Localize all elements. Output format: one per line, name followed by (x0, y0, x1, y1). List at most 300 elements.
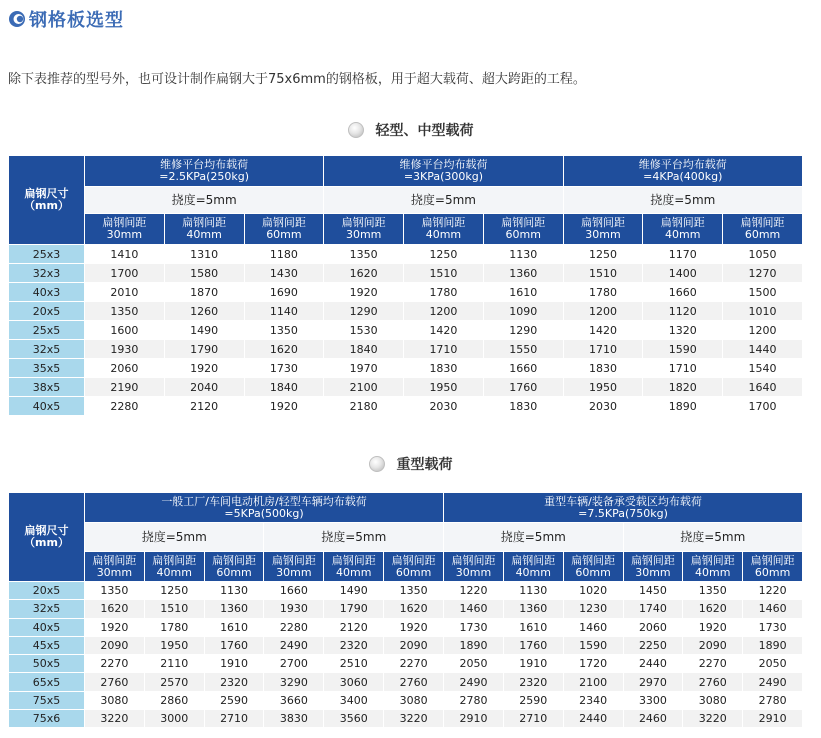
spacing-header (144, 552, 204, 582)
value-cell: 1930 (264, 600, 324, 618)
value-cell: 1700 (85, 264, 165, 283)
value-cell: 1620 (244, 340, 324, 359)
value-cell: 2510 (324, 655, 384, 673)
value-cell: 3080 (384, 691, 444, 709)
value-cell: 1140 (244, 302, 324, 321)
value-cell: 1740 (623, 600, 683, 618)
spacing-header (683, 552, 743, 582)
size-cell: 40x5 (9, 618, 85, 636)
value-cell: 1130 (204, 582, 264, 600)
spacing-header (723, 214, 803, 245)
value-cell: 3830 (264, 710, 324, 728)
value-cell: 1820 (643, 378, 723, 397)
row-header-line2: （mm） (24, 536, 69, 549)
header-line1: 扁钢间距 (581, 216, 625, 229)
deflection-header: 挠度=5mm (563, 187, 802, 214)
value-cell: 2060 (85, 359, 165, 378)
header-line2: 30mm (635, 565, 671, 579)
header-line1: 扁钢间距 (571, 553, 616, 567)
page-title: 钢格板选型 (29, 10, 124, 31)
spacing-header (85, 552, 145, 582)
header-line2: 40mm (186, 228, 222, 241)
value-cell: 1920 (244, 397, 324, 416)
header-line2: 40mm (336, 565, 372, 579)
header-line2: 60mm (505, 228, 541, 241)
value-cell: 1610 (483, 283, 563, 302)
value-cell: 1620 (384, 600, 444, 618)
value-cell: 2050 (743, 655, 803, 673)
light-group-header-row (9, 156, 803, 187)
value-cell: 1430 (244, 264, 324, 283)
header-line2: 30mm (455, 565, 492, 579)
spacing-header (85, 214, 165, 245)
value-cell: 2250 (623, 636, 683, 654)
value-cell: 3560 (324, 710, 384, 728)
bullet-icon (348, 122, 364, 138)
heavy-section-label: 重型载荷 (396, 457, 453, 473)
value-cell: 1490 (164, 321, 244, 340)
light-deflection-row (9, 187, 803, 214)
value-cell: 2710 (503, 710, 563, 728)
value-cell: 3300 (623, 691, 683, 709)
value-cell: 1760 (503, 636, 563, 654)
value-cell: 1970 (324, 359, 404, 378)
value-cell: 1020 (563, 582, 623, 600)
value-cell: 1890 (643, 397, 723, 416)
value-cell: 1590 (563, 636, 623, 654)
row-header-line1: 扁钢尺寸 (24, 524, 69, 537)
header-line1: 扁钢间距 (391, 553, 436, 567)
value-cell: 2030 (404, 397, 484, 416)
spacing-header (324, 552, 384, 582)
value-cell: 1350 (85, 582, 145, 600)
value-cell: 3080 (683, 691, 743, 709)
header-line1: 扁钢间距 (630, 553, 675, 567)
spacing-header (264, 552, 324, 582)
value-cell: 1910 (503, 655, 563, 673)
value-cell: 3220 (384, 710, 444, 728)
spacing-header (444, 552, 504, 582)
size-cell: 20x5 (9, 302, 85, 321)
heavy-deflection-row (9, 523, 803, 552)
value-cell: 1090 (483, 302, 563, 321)
value-cell: 2780 (743, 691, 803, 709)
header-line1: 扁钢间距 (271, 553, 316, 567)
value-cell: 3060 (324, 673, 384, 691)
value-cell: 1510 (563, 264, 643, 283)
header-line2: 40mm (515, 565, 551, 579)
value-cell: 2760 (384, 673, 444, 691)
value-cell: 2700 (264, 655, 324, 673)
header-line2: 30mm (585, 228, 621, 241)
heavy-table-body (9, 582, 803, 728)
value-cell: 2090 (683, 636, 743, 654)
value-cell: 1710 (563, 340, 643, 359)
value-cell: 1950 (404, 378, 484, 397)
header-line2: 60mm (754, 565, 791, 579)
table-row (9, 245, 803, 264)
table-row (9, 600, 803, 618)
header-line2: =5KPa(500kg) (224, 506, 304, 520)
size-cell: 65x5 (9, 673, 85, 691)
spacing-header (404, 214, 484, 245)
header-line1: 扁钢间距 (511, 553, 556, 567)
size-cell: 32x5 (9, 340, 85, 359)
deflection-header: 挠度=5mm (623, 523, 802, 552)
header-line2: 40mm (665, 228, 701, 241)
value-cell: 1270 (723, 264, 803, 283)
value-cell: 1780 (404, 283, 484, 302)
value-cell: 1830 (563, 359, 643, 378)
table-row (9, 359, 803, 378)
value-cell: 1440 (723, 340, 803, 359)
size-cell: 75x5 (9, 691, 85, 709)
value-cell: 1660 (643, 283, 723, 302)
value-cell: 2100 (324, 378, 404, 397)
header-line2: 30mm (106, 228, 143, 241)
value-cell: 1620 (85, 600, 145, 618)
value-cell: 2030 (563, 397, 643, 416)
value-cell: 3080 (85, 691, 145, 709)
header-line1: 维修平台均布载荷 (638, 158, 727, 171)
spacing-header (643, 214, 723, 245)
heavy-group-header-row (9, 493, 803, 523)
header-line1: 扁钢间距 (102, 216, 147, 229)
value-cell: 1360 (503, 600, 563, 618)
value-cell: 1250 (404, 245, 484, 264)
value-cell: 1400 (643, 264, 723, 283)
value-cell: 1840 (324, 340, 404, 359)
value-cell: 1130 (503, 582, 563, 600)
load-group-header (85, 156, 324, 187)
header-line2: 60mm (266, 228, 302, 241)
table-row (9, 321, 803, 340)
value-cell: 2320 (503, 673, 563, 691)
deflection-header: 挠度=5mm (85, 187, 324, 214)
deflection-header: 挠度=5mm (264, 523, 444, 552)
load-group-header (324, 156, 563, 187)
value-cell: 1350 (324, 245, 404, 264)
size-cell: 32x5 (9, 600, 85, 618)
table-row (9, 636, 803, 654)
value-cell: 2460 (623, 710, 683, 728)
value-cell: 2340 (563, 691, 623, 709)
spacing-header (503, 552, 563, 582)
size-cell: 25x3 (9, 245, 85, 264)
value-cell: 1720 (563, 655, 623, 673)
value-cell: 1950 (144, 636, 204, 654)
table-row (9, 397, 803, 416)
value-cell: 1610 (204, 618, 264, 636)
value-cell: 1420 (404, 321, 484, 340)
logo-icon (8, 10, 26, 28)
value-cell: 1290 (483, 321, 563, 340)
value-cell: 1360 (204, 600, 264, 618)
header-line2: 40mm (156, 565, 192, 579)
value-cell: 1360 (483, 264, 563, 283)
value-cell: 1610 (503, 618, 563, 636)
value-cell: 1460 (743, 600, 803, 618)
value-cell: 2100 (563, 673, 623, 691)
header-line1: 扁钢间距 (740, 216, 785, 229)
value-cell: 1050 (723, 245, 803, 264)
value-cell: 2490 (444, 673, 504, 691)
value-cell: 2120 (324, 618, 384, 636)
header-line2: 60mm (575, 565, 611, 579)
value-cell: 2050 (444, 655, 504, 673)
value-cell: 1230 (563, 600, 623, 618)
value-cell: 1450 (623, 582, 683, 600)
value-cell: 1350 (85, 302, 165, 321)
value-cell: 1730 (743, 618, 803, 636)
value-cell: 2110 (144, 655, 204, 673)
value-cell: 1910 (204, 655, 264, 673)
value-cell: 1220 (444, 582, 504, 600)
value-cell: 1870 (164, 283, 244, 302)
value-cell: 1920 (683, 618, 743, 636)
light-section-title (0, 121, 821, 139)
light-row-header (9, 156, 85, 245)
value-cell: 1700 (723, 397, 803, 416)
header-line2: =7.5KPa(750kg) (578, 506, 668, 520)
value-cell: 1310 (164, 245, 244, 264)
value-cell: 2760 (85, 673, 145, 691)
value-cell: 2090 (384, 636, 444, 654)
value-cell: 1170 (643, 245, 723, 264)
value-cell: 2570 (144, 673, 204, 691)
value-cell: 3220 (85, 710, 145, 728)
value-cell: 2120 (164, 397, 244, 416)
value-cell: 1660 (264, 582, 324, 600)
value-cell: 1290 (324, 302, 404, 321)
value-cell: 1690 (244, 283, 324, 302)
header-line2: 30mm (345, 228, 382, 241)
header-line1: 扁钢间距 (660, 216, 705, 229)
bullet-icon (369, 456, 385, 472)
value-cell: 1920 (85, 618, 145, 636)
value-cell: 1710 (643, 359, 723, 378)
value-cell: 1350 (384, 582, 444, 600)
value-cell: 2010 (85, 283, 165, 302)
header-line1: 扁钢间距 (421, 216, 466, 229)
header-line2: =2.5KPa(250kg) (159, 170, 250, 183)
header-line1: 扁钢间距 (152, 553, 197, 567)
value-cell: 1920 (324, 283, 404, 302)
table-row (9, 618, 803, 636)
header-line1: 扁钢间距 (451, 553, 496, 567)
spacing-header (743, 552, 803, 582)
value-cell: 2970 (623, 673, 683, 691)
value-cell: 1460 (444, 600, 504, 618)
light-section-label: 轻型、中型载荷 (375, 123, 474, 139)
value-cell: 2590 (204, 691, 264, 709)
value-cell: 1010 (723, 302, 803, 321)
table-row (9, 283, 803, 302)
value-cell: 1120 (643, 302, 723, 321)
value-cell: 1890 (743, 636, 803, 654)
value-cell: 1930 (85, 340, 165, 359)
deflection-header: 挠度=5mm (324, 187, 563, 214)
value-cell: 1200 (404, 302, 484, 321)
value-cell: 1500 (723, 283, 803, 302)
header-line1: 扁钢间距 (750, 553, 795, 567)
value-cell: 1840 (244, 378, 324, 397)
value-cell: 2060 (623, 618, 683, 636)
table-row (9, 378, 803, 397)
intro-text: 除下表推荐的型号外，也可设计制作扁钢大于75x6mm的钢格板，用于超大载荷、超大跨距的工程。 (8, 72, 586, 87)
deflection-header: 挠度=5mm (444, 523, 623, 552)
value-cell: 2270 (85, 655, 145, 673)
header-line1: 维修平台均布载荷 (399, 158, 488, 171)
table-row (9, 710, 803, 728)
value-cell: 2320 (324, 636, 384, 654)
table-row (9, 264, 803, 283)
value-cell: 1830 (404, 359, 484, 378)
value-cell: 3400 (324, 691, 384, 709)
header-line2: =3KPa(300kg) (403, 170, 484, 183)
size-cell: 32x3 (9, 264, 85, 283)
value-cell: 2760 (683, 673, 743, 691)
light-load-table (8, 155, 803, 416)
value-cell: 1600 (85, 321, 165, 340)
value-cell: 1260 (164, 302, 244, 321)
value-cell: 2280 (85, 397, 165, 416)
spacing-header (483, 214, 563, 245)
header-line2: 30mm (96, 565, 133, 579)
value-cell: 2780 (444, 691, 504, 709)
value-cell: 2590 (503, 691, 563, 709)
load-group-header (85, 493, 444, 523)
spacing-header (244, 214, 324, 245)
value-cell: 1180 (244, 245, 324, 264)
header-line1: 扁钢间距 (92, 553, 137, 567)
header-line1: 扁钢间距 (182, 216, 227, 229)
value-cell: 1530 (324, 321, 404, 340)
header-line1: 扁钢间距 (501, 216, 546, 229)
row-header-line2: （mm） (24, 199, 69, 212)
page-header (8, 6, 124, 32)
light-table-body (9, 245, 803, 416)
size-cell: 20x5 (9, 582, 85, 600)
value-cell: 2440 (623, 655, 683, 673)
value-cell: 2280 (264, 618, 324, 636)
value-cell: 2190 (85, 378, 165, 397)
value-cell: 2710 (204, 710, 264, 728)
deflection-header: 挠度=5mm (85, 523, 264, 552)
value-cell: 1250 (563, 245, 643, 264)
size-cell: 75x6 (9, 710, 85, 728)
header-line1: 一般工厂/车间电动机房/轻型车辆均布载荷 (161, 494, 367, 508)
value-cell: 3220 (683, 710, 743, 728)
value-cell: 1220 (743, 582, 803, 600)
value-cell: 1780 (144, 618, 204, 636)
value-cell: 1510 (404, 264, 484, 283)
table-row (9, 673, 803, 691)
value-cell: 1830 (483, 397, 563, 416)
header-line2: 30mm (276, 565, 312, 579)
value-cell: 1550 (483, 340, 563, 359)
value-cell: 2490 (264, 636, 324, 654)
spacing-header (164, 214, 244, 245)
value-cell: 2440 (563, 710, 623, 728)
value-cell: 1640 (723, 378, 803, 397)
value-cell: 1760 (483, 378, 563, 397)
value-cell: 1710 (404, 340, 484, 359)
header-line1: 扁钢间距 (261, 216, 306, 229)
header-line1: 扁钢间距 (212, 553, 257, 567)
header-line1: 扁钢间距 (331, 553, 376, 567)
value-cell: 1320 (643, 321, 723, 340)
header-line2: 40mm (425, 228, 462, 241)
value-cell: 1350 (683, 582, 743, 600)
size-cell: 40x3 (9, 283, 85, 302)
value-cell: 2910 (743, 710, 803, 728)
value-cell: 1660 (483, 359, 563, 378)
value-cell: 3290 (264, 673, 324, 691)
header-line1: 扁钢间距 (690, 553, 735, 567)
spacing-header (204, 552, 264, 582)
table-row (9, 340, 803, 359)
value-cell: 1580 (164, 264, 244, 283)
header-line2: 60mm (395, 565, 432, 579)
size-cell: 38x5 (9, 378, 85, 397)
value-cell: 1760 (204, 636, 264, 654)
heavy-load-table (8, 492, 803, 728)
value-cell: 2910 (444, 710, 504, 728)
header-line2: =4KPa(400kg) (643, 170, 723, 183)
value-cell: 1780 (563, 283, 643, 302)
value-cell: 1420 (563, 321, 643, 340)
table-row (9, 582, 803, 600)
value-cell: 1730 (444, 618, 504, 636)
header-line1: 扁钢间距 (341, 216, 386, 229)
size-cell: 40x5 (9, 397, 85, 416)
load-group-header (563, 156, 802, 187)
value-cell: 1200 (563, 302, 643, 321)
value-cell: 2270 (384, 655, 444, 673)
value-cell: 1510 (144, 600, 204, 618)
value-cell: 1620 (324, 264, 404, 283)
value-cell: 2320 (204, 673, 264, 691)
header-line1: 重型车辆/装备承受载区均布载荷 (544, 494, 702, 508)
value-cell: 1350 (244, 321, 324, 340)
value-cell: 2040 (164, 378, 244, 397)
value-cell: 1790 (164, 340, 244, 359)
value-cell: 1130 (483, 245, 563, 264)
value-cell: 1620 (683, 600, 743, 618)
header-line2: 40mm (695, 565, 731, 579)
value-cell: 1890 (444, 636, 504, 654)
heavy-row-header (9, 493, 85, 582)
value-cell: 1730 (244, 359, 324, 378)
value-cell: 2180 (324, 397, 404, 416)
size-cell: 50x5 (9, 655, 85, 673)
load-group-header (444, 493, 803, 523)
table-row (9, 302, 803, 321)
value-cell: 1920 (384, 618, 444, 636)
size-cell: 45x5 (9, 636, 85, 654)
header-line2: 60mm (216, 565, 252, 579)
value-cell: 2090 (85, 636, 145, 654)
table-row (9, 655, 803, 673)
value-cell: 1410 (85, 245, 165, 264)
value-cell: 1460 (563, 618, 623, 636)
value-cell: 1540 (723, 359, 803, 378)
value-cell: 1950 (563, 378, 643, 397)
spacing-header (623, 552, 683, 582)
value-cell: 1490 (324, 582, 384, 600)
header-line1: 维修平台均布载荷 (160, 158, 249, 171)
